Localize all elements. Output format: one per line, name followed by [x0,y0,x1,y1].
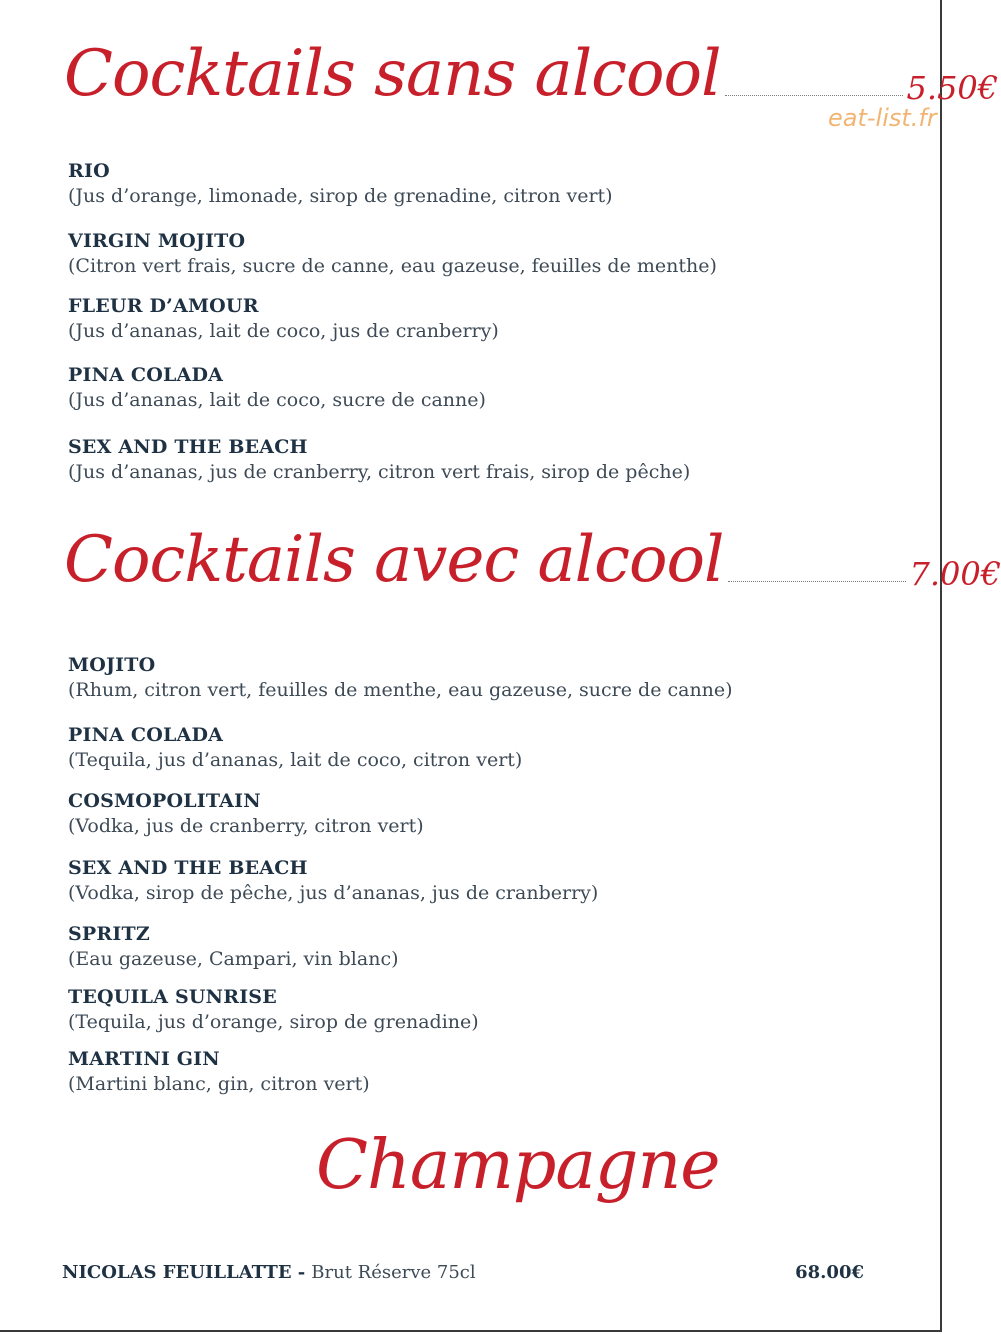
list-item [68,723,522,773]
item-description: (Eau gazeuse, Campari, vin blanc) [68,948,399,970]
leader-dots [728,581,906,582]
item-description: (Citron vert frais, sucre de canne, eau gazeuse, feuilles de menthe) [68,255,717,277]
item-name: RIO [68,160,110,182]
item-name: PINA COLADA [68,724,224,746]
champagne-item [62,1262,864,1283]
item-name: SPRITZ [68,923,150,945]
item-description: (Rhum, citron vert, feuilles de menthe, eau gazeuse, sucre de canne) [68,679,733,701]
item-name: PINA COLADA [68,364,224,386]
list-item [68,856,598,906]
list-item [68,922,399,972]
section-header-sans-alcool [64,37,999,111]
section-title: Cocktails avec alcool [64,523,724,597]
item-name: COSMOPOLITAIN [68,790,261,812]
item-description: (Tequila, jus d’ananas, lait de coco, citron vert) [68,749,523,771]
section-price: 5.50€ [906,69,999,107]
item-description: (Jus d’ananas, lait de coco, sucre de canne) [68,389,486,411]
section-header-avec-alcool [64,523,1001,597]
list-item [68,159,613,209]
list-item [68,789,424,839]
list-item [68,1047,370,1097]
list-item [68,435,690,485]
leader-dots [725,95,903,96]
item-description: (Vodka, jus de cranberry, citron vert) [68,815,424,837]
item-name: MOJITO [68,654,156,676]
item-name: TEQUILA SUNRISE [68,986,277,1008]
champagne-title: Champagne [316,1126,720,1205]
list-item [68,363,486,413]
champagne-price: 68.00€ [795,1262,864,1283]
item-description: (Tequila, jus d’orange, sirop de grenadine) [68,1011,479,1033]
list-item [68,229,717,279]
list-item [68,653,733,703]
section-price: 7.00€ [909,555,1001,593]
list-item [68,294,499,344]
item-description: (Jus d’ananas, jus de cranberry, citron vert frais, sirop de pêche) [68,461,691,483]
item-description: (Jus d’ananas, lait de coco, jus de cranberry) [68,320,499,342]
item-name: SEX AND THE BEACH [68,857,308,879]
item-name: VIRGIN MOJITO [68,230,246,252]
champagne-detail: Brut Réserve 75cl [311,1262,476,1283]
champagne-name: NICOLAS FEUILLATTE - [62,1262,306,1283]
item-description: (Jus d’orange, limonade, sirop de grenadine, citron vert) [68,185,613,207]
list-item [68,985,479,1035]
item-name: MARTINI GIN [68,1048,220,1070]
item-name: SEX AND THE BEACH [68,436,308,458]
section-title: Cocktails sans alcool [64,37,721,111]
item-description: (Martini blanc, gin, citron vert) [68,1073,370,1095]
item-name: FLEUR D’AMOUR [68,295,259,317]
item-description: (Vodka, sirop de pêche, jus d’ananas, jus de cranberry) [68,882,599,904]
watermark: eat-list.fr [828,104,937,132]
